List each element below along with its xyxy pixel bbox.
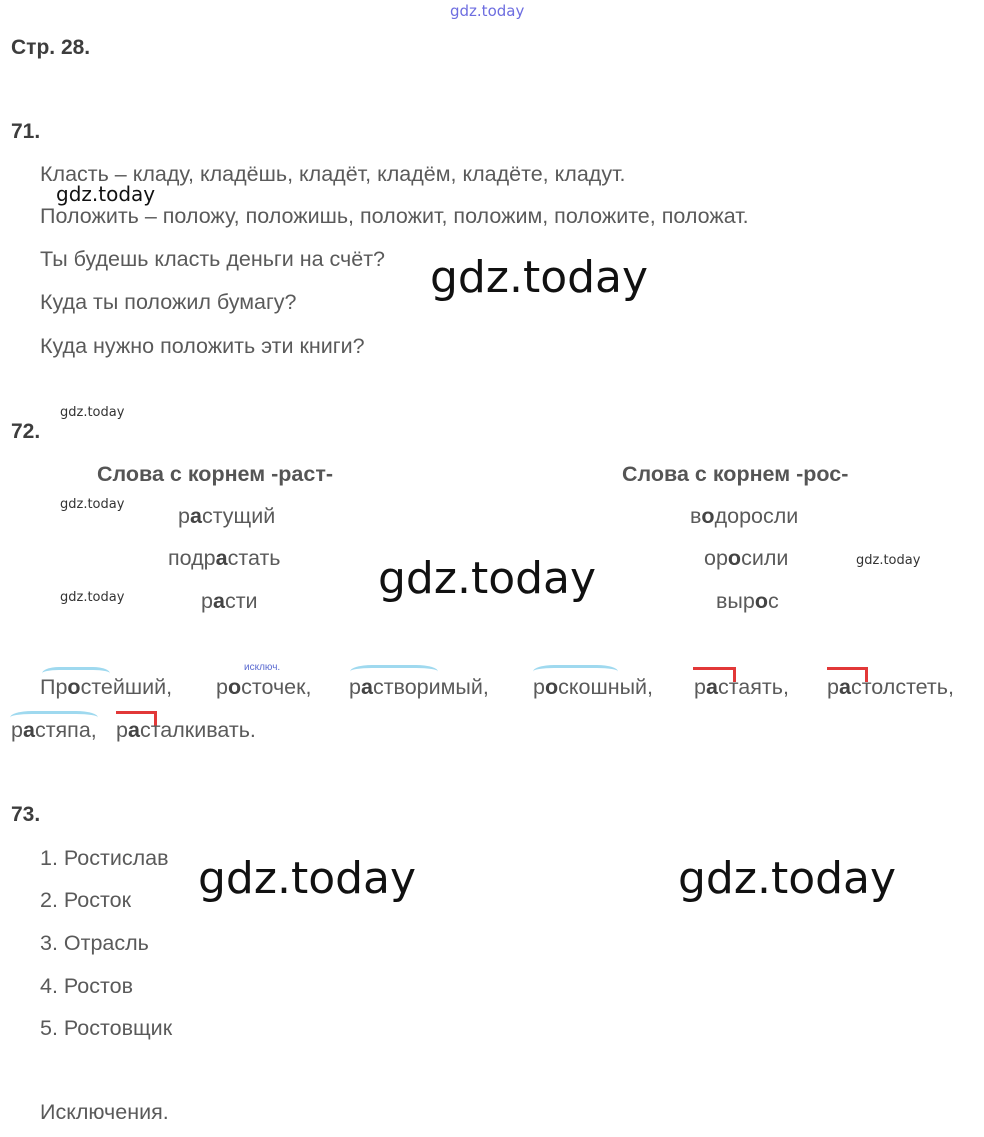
watermark-big: gdz.today	[198, 853, 417, 904]
ex71-line-1: Класть – кладу, кладёшь, кладёт, кладём, кладёте, кладут.	[40, 162, 626, 186]
watermark-top: gdz.today	[450, 2, 525, 20]
ex73-item-2: 2. Росток	[40, 888, 131, 912]
ex71-line-2: Положить – положу, положишь, положит, положим, положите, положат.	[40, 204, 749, 228]
word-rast-3: расти	[201, 589, 258, 613]
column-title-rast: Слова с корнем -раст-	[97, 462, 334, 486]
ex73-item-5: 5. Ростовщик	[40, 1016, 173, 1040]
word-rastolstet: растолстеть,	[827, 675, 954, 699]
word-rastvorimyy: растворимый,	[349, 675, 489, 699]
word-rastyapa: растяпа,	[11, 718, 97, 742]
word-ros-3: вырос	[716, 589, 779, 613]
ex71-line-4: Куда ты положил бумагу?	[40, 290, 297, 314]
word-rast-2: подрастать	[168, 546, 281, 570]
watermark-small: gdz.today	[60, 405, 125, 420]
watermark-small: gdz.today	[856, 553, 921, 568]
watermark-small: gdz.today	[60, 497, 125, 512]
word-rostochek: росточек,	[216, 675, 312, 699]
exercise-73-number: 73.	[11, 803, 41, 826]
ex73-item-3: 3. Отрасль	[40, 931, 149, 955]
ex73-item-4: 4. Ростов	[40, 974, 133, 998]
word-roskoshnyy: роскошный,	[533, 675, 654, 699]
word-ros-1: водоросли	[690, 504, 799, 528]
watermark-big: gdz.today	[378, 553, 597, 604]
ex71-line-3: Ты будешь класть деньги на счёт?	[40, 247, 386, 271]
word-ros-2: оросили	[704, 546, 789, 570]
watermark-small: gdz.today	[60, 590, 125, 605]
watermark-big: gdz.today	[430, 252, 649, 303]
word-rast-1: растущий	[178, 504, 276, 528]
column-title-ros: Слова с корнем -рос-	[622, 462, 849, 486]
ex73-item-1: 1. Ростислав	[40, 846, 169, 870]
watermark-big: gdz.today	[678, 853, 897, 904]
ex71-line-5: Куда нужно положить эти книги?	[40, 334, 365, 358]
word-prosteyshiy: Простейший,	[40, 675, 173, 699]
exercise-72-number: 72.	[11, 420, 41, 443]
word-rastalkivat: расталкивать.	[116, 718, 256, 742]
exercise-71-number: 71.	[11, 120, 41, 143]
exception-note: исключ.	[244, 662, 281, 673]
page-title: Стр. 28.	[11, 36, 91, 59]
word-rastayat: растаять,	[694, 675, 789, 699]
watermark-small: gdz.today	[56, 182, 156, 206]
exceptions-label: Исключения.	[40, 1100, 169, 1124]
